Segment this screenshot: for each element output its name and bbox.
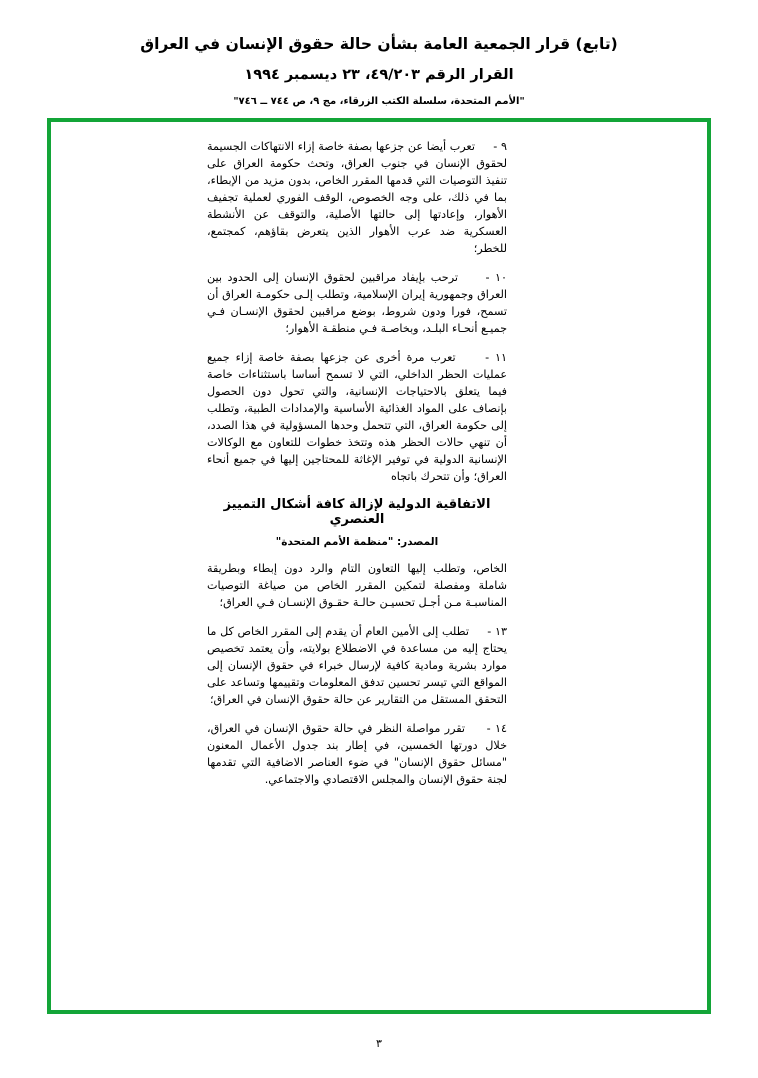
paragraph-13 — [207, 623, 507, 708]
page-title: (تابع) قرار الجمعية العامة بشأن حالة حقوق الإنسان في العراق — [140, 35, 618, 53]
paragraph-14 — [207, 720, 507, 788]
paragraph-9 — [207, 138, 507, 257]
paragraph-13-text: تطلب إلى الأمين العام أن يقدم إلى المقرر الخاص كل ما يحتاج إليه من مساعدة في الاضطلاع بولايته، وأن يعتمد تخصيص موارد بشرية ومادية كافية لإرسال خبراء في حقوق الإنسان إلى المواقع التي تيسر تحسين تدفق المعلومات وتقييمها وتساعد على التحقق المستقل من التقارير عن حالة حقوق الإنسان في العراق؛ — [207, 625, 507, 707]
page-number: ٣ — [376, 1037, 382, 1050]
paragraph-10 — [207, 269, 507, 337]
paragraph-9-text: تعرب أيضا عن جزعها بصفة خاصة إزاء الانتهاكات الجسيمة لحقوق الإنسان في جنوب العراق، وتحث حكومة العراق على تنفيذ التوصيات التي قدمها المقرر الخاص، بدون مزيد من الإبطاء، بما في ذلك، على وجه الخصوص، الوقف الفوري لعملية تجفيف الأهوار، وإعادتها إلى حالتها الأصلية، والتوقف عن الأنشطة العسكرية ضد عرب الأهوار الذين يتعرض بقاؤهم، كمجتمع، للخطر؛ — [207, 140, 507, 256]
paragraph-11-number: ١١ - — [485, 351, 508, 365]
paragraph-14-number: ١٤ - — [486, 722, 508, 736]
section-source: المصدر: "منظمة الأمم المتحدة" — [275, 536, 439, 549]
paragraph-11-text: تعرب مرة أخرى عن جزعها بصفة خاصة إزاء جميع عمليات الحظر الداخلي، التي لا تسمح أساسا باستثناءات خاصة فيما يتعلق بالاحتياجات الإنسانية، والتي تحول دون الحصول بإنصاف على المواد الغذائية الأساسية والإمدادات الطبية، وتطلب إلى حكومة العراق، التي تتحمل وحدها المسؤولية في هذا الصدد، أن تنهي حالات الحظر هذه وتتخذ خطوات للتعاون مع الوكالات الإنسانية الدولية في توفير الإغاثة للمحتاجين إليها في جميع أنحاء العراق؛ وأن تتحرك باتجاه — [207, 351, 507, 484]
document-header — [0, 0, 758, 109]
paragraph-11 — [207, 349, 507, 485]
source-citation: "الأمم المتحدة، سلسلة الكتب الزرقاء، مج ٩، ص ٧٤٤ ــ ٧٤٦" — [233, 95, 525, 107]
paragraph-14-text: تقرر مواصلة النظر في حالة حقوق الإنسان في العراق، خلال دورتها الخمسين، في إطار بند جدول الأعمال المعنون "مسائل حقوق الإنسان" في ضوء العناصر الاضافية التي تقدمها لجنة حقوق الإنسان والمجلس الاقتصادي والاجتماعي. — [207, 722, 507, 787]
resolution-subtitle: القرار الرقم ٤٩/٢٠٣، ٢٣ ديسمبر ١٩٩٤ — [244, 66, 514, 83]
document-body — [207, 138, 507, 800]
content-frame — [47, 118, 711, 1014]
paragraph-13-number: ١٣ - — [487, 625, 507, 639]
paragraph-10-text: ترحب بإيفاد مراقبين لحقوق الإنسان إلى الحدود بين العراق وجمهورية إيران الإسلامية، وتطلب إلـى حكومـة العراق أن تسمح، فورا ودون شروط، بوضع مراقبين لحقوق الإنسـان فـي جميـع أنحـاء البلـد، وبخاصـة فـي منطقـة الأهوار؛ — [207, 271, 507, 336]
section-heading: الاتفاقية الدولية لإزالة كافة أشكال التمييز العنصري — [223, 497, 491, 528]
paragraph-12-continued — [207, 560, 507, 611]
paragraph-9-number: ٩ - — [493, 140, 507, 153]
paragraph-12-text: الخاص، وتطلب إليها التعاون التام والرد دون إبطاء وبطريقة شاملة ومفصلة لتمكين المقرر الخاص من صياغة التوصيات المناسبـة مـن أجـل تحسيـن حالـة حقـوق الإنسـان فـي العراق؛ — [207, 562, 507, 610]
paragraph-10-number: ١٠ - — [485, 271, 508, 285]
